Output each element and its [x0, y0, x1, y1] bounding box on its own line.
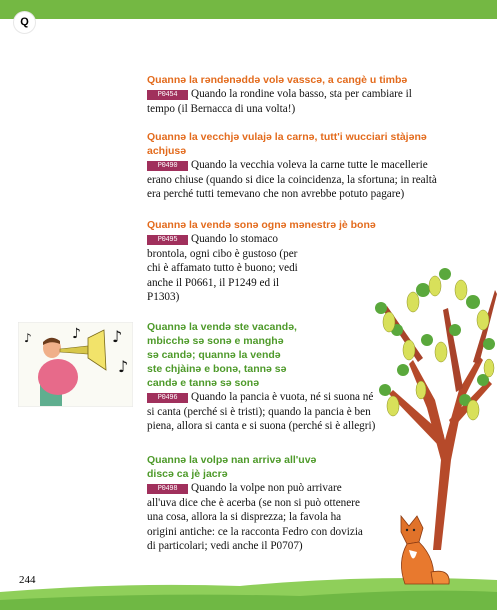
- proverb-dialect-heading: sə candə; quannə la vendə: [147, 349, 281, 361]
- proverb-code-tag: P0495: [147, 235, 188, 245]
- proverb-text: Quando lo stomaco: [191, 233, 278, 245]
- proverb-translation: [147, 232, 387, 247]
- proverb-code-tag: P0496: [147, 393, 188, 403]
- proverb-text: brontola, ogni cibo è gustoso (per: [147, 247, 298, 260]
- proverb-text: Quando la pancia è vuota, né si suona né: [191, 391, 374, 403]
- proverb-dialect-heading: Quannə la vecchjə vulajə la carnə, tutt'i wucciari stàjənə: [147, 131, 427, 143]
- proverb-text: P1303): [147, 291, 180, 304]
- fox-drawing: [393, 512, 453, 587]
- proverb-text: di particolari; vedi anche il P0707): [147, 540, 303, 553]
- proverb-text: all'uva dice che è acerba (se non si può ottenere: [147, 496, 360, 509]
- page-number: 244: [19, 574, 36, 586]
- proverb-text: piena, allora si canta e si suona (perché si è allegri): [147, 420, 376, 433]
- proverb-dialect-heading: Quannə la rəndənəddə volə vasscə, a cangè u timbə: [147, 74, 408, 86]
- top-color-bar: [0, 0, 497, 19]
- proverb-text: chi è affamato tutto è buono; vedi: [147, 262, 298, 275]
- grapevine-drawing: [323, 250, 497, 550]
- section-letter-badge: Q: [13, 11, 36, 34]
- proverb-dialect-heading: Quannə la vendə ste vacandə,: [147, 321, 297, 333]
- trumpet-player-drawing: [18, 322, 133, 407]
- proverb-code-tag: P0454: [147, 90, 188, 100]
- proverb-text: erano chiuse (quando si dice la coincidenza, la sfortuna; in realtà: [147, 173, 437, 186]
- proverb-text: tempo (il Bernacca di una volta!): [147, 102, 296, 115]
- proverb-entry: [147, 73, 447, 116]
- proverb-dialect-heading: Quannə la vendə sonə ognə mənestrə jè bonə: [147, 219, 376, 231]
- proverb-text: anche il P0661, il P1249 ed il: [147, 276, 280, 289]
- proverb-entry: [147, 130, 457, 202]
- proverb-dialect-heading: discə ca jè jacrə: [147, 468, 228, 480]
- proverb-code-tag: P0498: [147, 484, 188, 494]
- proverb-dialect-heading: ste chjàinə e bonə, tannə sə: [147, 363, 287, 375]
- proverb-code-tag: P0490: [147, 161, 188, 171]
- proverb-text: Quando la rondine vola basso, sta per cambiare il: [191, 88, 412, 100]
- proverb-text: Quando la vecchia voleva la carne tutte le macellerie: [191, 159, 428, 171]
- svg-text:♪: ♪: [72, 326, 81, 342]
- svg-text:♪: ♪: [112, 327, 123, 346]
- svg-text:♪: ♪: [24, 331, 32, 345]
- svg-text:♪: ♪: [118, 357, 129, 376]
- proverb-text: si canta (perché si è tristi); quando la pancia è ben: [147, 405, 371, 418]
- proverb-dialect-heading: Quannə la volpə nan arrivə all'uvə: [147, 454, 317, 466]
- proverb-text: origini antiche: ce la racconta Fedro con dovizia: [147, 525, 363, 538]
- proverb-translation: [147, 158, 457, 173]
- proverb-text: Quando la volpe non può arrivare: [191, 482, 342, 494]
- proverb-translation: [147, 87, 447, 102]
- proverb-dialect-heading: mbicchə sə sonə e manghə: [147, 335, 284, 347]
- proverb-text: era perché tutti temevano che non avrebbe potuto pagare): [147, 188, 405, 201]
- proverb-text: una cosa, allora la si disprezza; la favola ha: [147, 511, 342, 524]
- proverb-dialect-heading: candə e tannə sə sonə: [147, 377, 260, 389]
- proverb-dialect-heading: achjusə: [147, 145, 187, 157]
